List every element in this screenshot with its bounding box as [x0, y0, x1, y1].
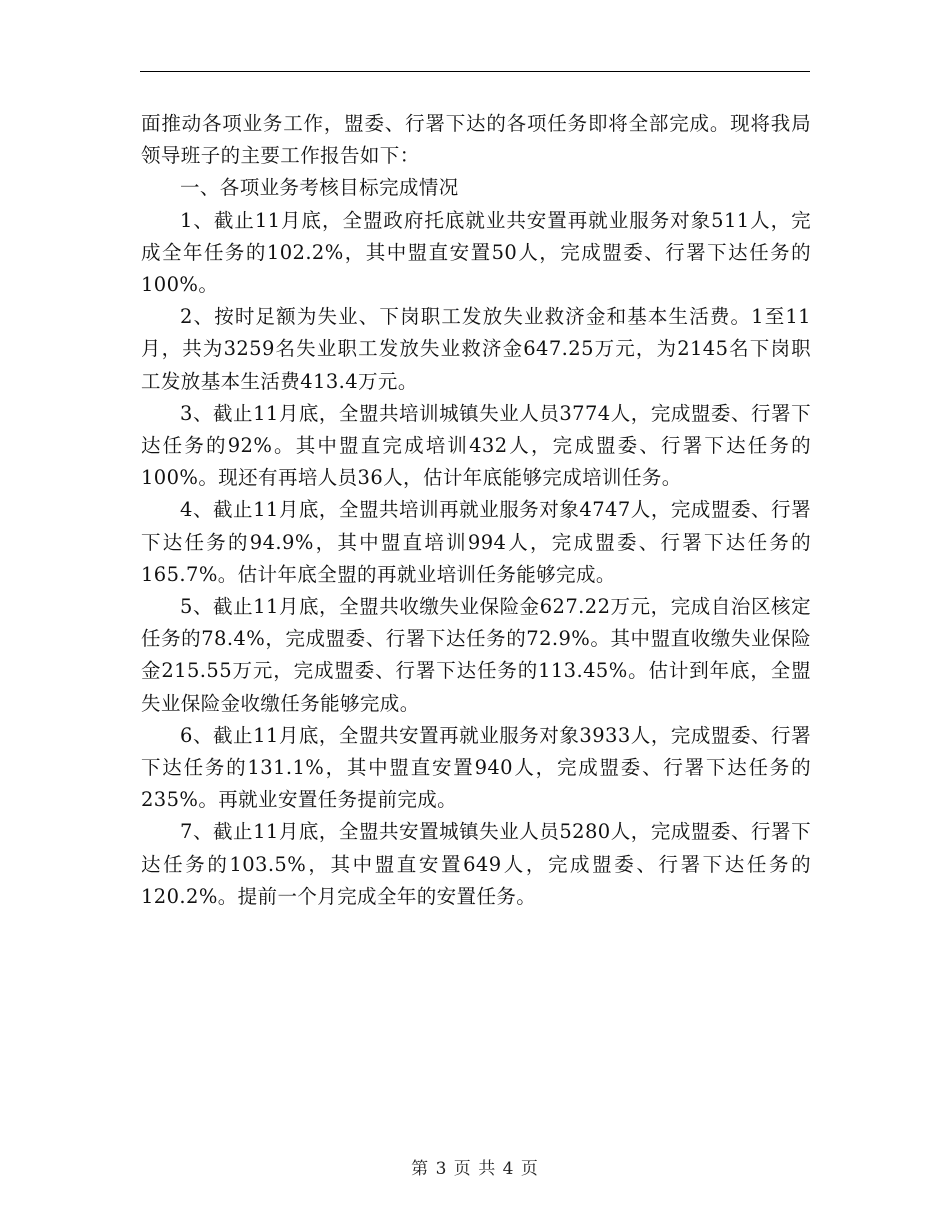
section-heading: 一、各项业务考核目标完成情况 [180, 176, 459, 200]
paragraph-item-3: 3、截止11月底，全盟共培训城镇失业人员3774人，完成盟委、行署下达任务的92%。其中盟直完成培训432人，完成盟委、行署下达任务的100%。现还有再培人员36人，估计年底能够完成培训任务。 [141, 401, 811, 490]
paragraph-continuation: 面推动各项业务工作，盟委、行署下达的各项任务即将全部完成。现将我局领导班子的主要工作报告如下： [141, 112, 811, 168]
paragraph-item-2: 2、按时足额为失业、下岗职工发放失业救济金和基本生活费。1至11月，共为3259名失业职工发放失业救济金647.25万元，为2145名下岗职工发放基本生活费413.4万元。 [141, 305, 811, 393]
paragraph-item-4: 4、截止11月底，全盟共培训再就业服务对象4747人，完成盟委、行署下达任务的94.9%，其中盟直培训994人，完成盟委、行署下达任务的165.7%。估计年底全盟的再就业培训任务能够完成。 [141, 498, 811, 586]
header-rule [140, 71, 810, 72]
page-number-footer: 第 3 页 共 4 页 [411, 1159, 539, 1179]
paragraph-item-7: 7、截止11月底，全盟共安置城镇失业人员5280人，完成盟委、行署下达任务的103.5%，其中盟直安置649人，完成盟委、行署下达任务的120.2%。提前一个月完成全年的安置任务。 [141, 820, 811, 908]
document-body [141, 108, 811, 913]
paragraph-item-1: 1、截止11月底，全盟政府托底就业共安置再就业服务对象511人，完成全年任务的102.2%，其中盟直安置50人，完成盟委、行署下达任务的100%。 [141, 208, 811, 297]
paragraph-item-6: 6、截止11月底，全盟共安置再就业服务对象3933人，完成盟委、行署下达任务的131.1%，其中盟直安置940人，完成盟委、行署下达任务的235%。再就业安置任务提前完成。 [141, 723, 811, 812]
paragraph-item-5: 5、截止11月底，全盟共收缴失业保险金627.22万元，完成自治区核定任务的78.4%，完成盟委、行署下达任务的72.9%。其中盟直收缴失业保险金215.55万元，完成盟委、行署下达任务的113.45%。估计到年底，全盟失业保险金收缴任务能够完成。 [141, 595, 811, 715]
